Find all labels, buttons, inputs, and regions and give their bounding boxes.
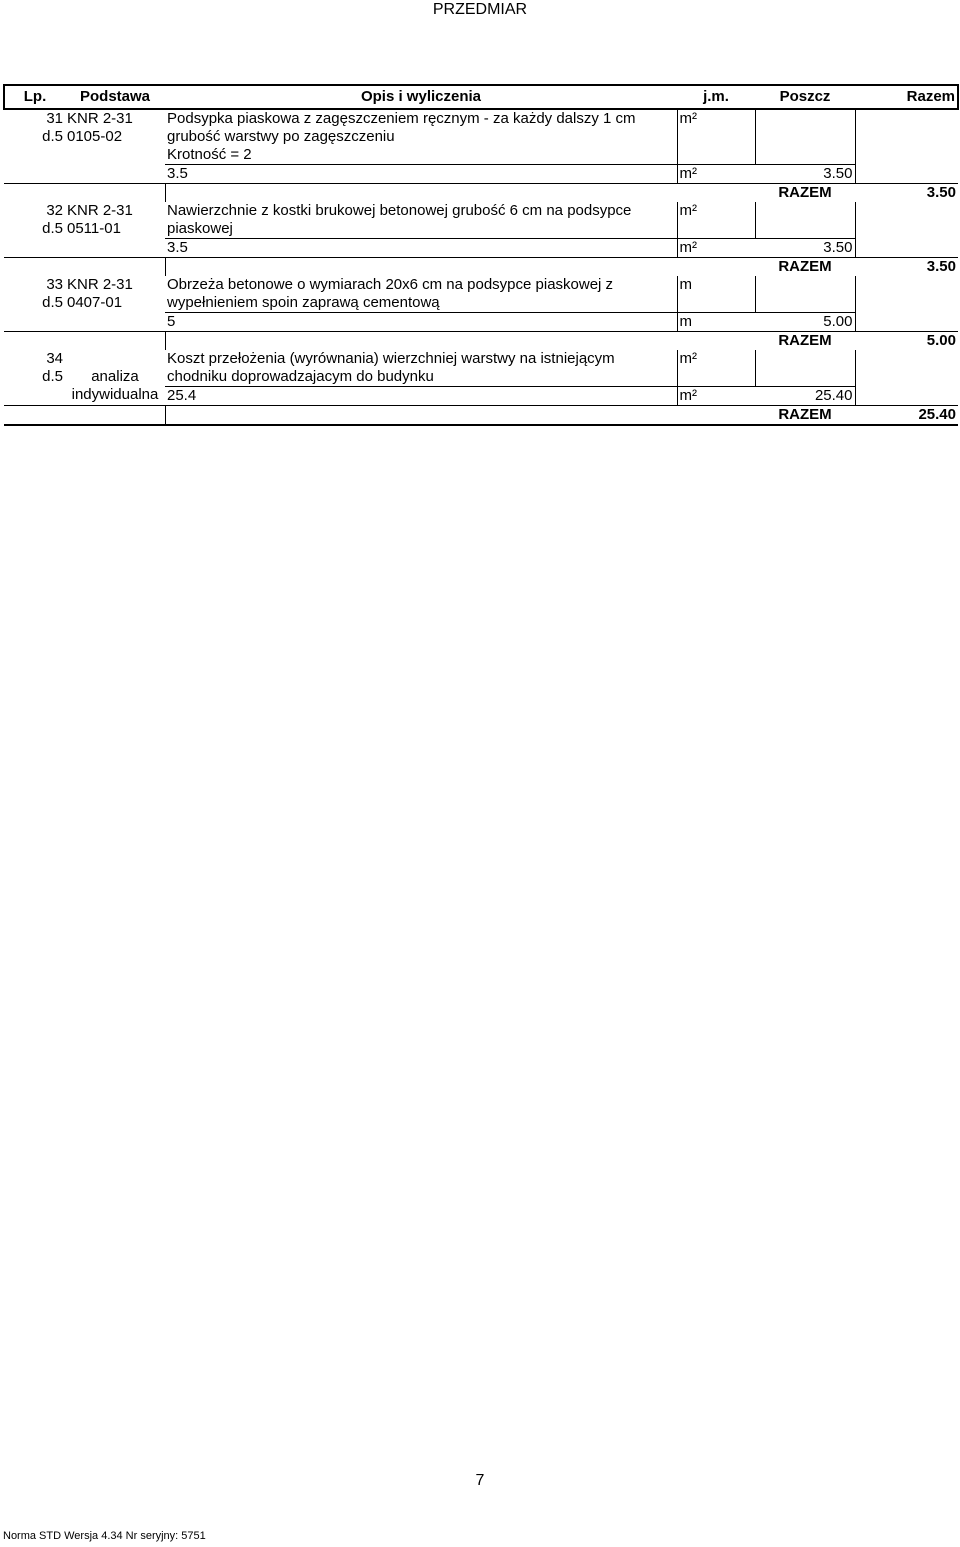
- item-jm: m²: [677, 350, 755, 387]
- item-calc-razem: [855, 165, 958, 184]
- header-poszcz: Poszcz: [755, 85, 855, 109]
- razem-lp: [4, 406, 65, 426]
- table-row: [4, 350, 958, 387]
- item-calc-jm: m²: [677, 387, 755, 406]
- item-lp-suffix: d.5: [42, 368, 63, 385]
- razem-value: 5.00: [855, 332, 958, 351]
- razem-opis: [165, 184, 677, 203]
- item-lp: [4, 350, 65, 406]
- item-calc: 3.5: [165, 239, 677, 258]
- razem-lp: [4, 332, 65, 351]
- item-poszcz-empty: [755, 276, 855, 313]
- table-row: [4, 332, 958, 351]
- item-calc-jm: m²: [677, 165, 755, 184]
- razem-label: RAZEM: [755, 184, 855, 203]
- table-row: [4, 202, 958, 239]
- header-opis: Opis i wyliczenia: [165, 85, 677, 109]
- razem-pod: [65, 258, 165, 277]
- item-calc-razem: [855, 239, 958, 258]
- cost-table: [3, 84, 959, 426]
- item-lp-number: 31: [46, 110, 63, 127]
- item-podstawa: analiza indywidualna: [71, 368, 159, 403]
- table-row: [4, 109, 958, 146]
- item-podstawa: KNR 2-31 0105-02: [67, 110, 133, 145]
- razem-value: 25.40: [855, 406, 958, 426]
- item-razem-empty: [855, 276, 958, 313]
- item-poszcz-empty: [755, 202, 855, 239]
- item-jm: m: [677, 276, 755, 313]
- header-podstawa: Podstawa: [65, 85, 165, 109]
- table-row: [4, 184, 958, 203]
- razem-lp: [4, 184, 65, 203]
- razem-opis: [165, 258, 677, 277]
- item-lp: [4, 276, 65, 332]
- razem-opis: [165, 332, 677, 351]
- item-calc-jm: m: [677, 313, 755, 332]
- item-lp-suffix: d.5: [42, 128, 63, 145]
- item-opis: Koszt przełożenia (wyrównania) wierzchniej warstwy na istniejącym chodniku doprowadzajacym do budynku: [167, 350, 615, 385]
- item-razem-empty: [855, 109, 958, 146]
- item-calc-poszcz: 25.40: [755, 387, 855, 406]
- item-jm: m²: [677, 109, 755, 146]
- header-row: [4, 85, 958, 109]
- item-extra-jm: [677, 146, 755, 165]
- razem-pod: [65, 332, 165, 351]
- item-calc-razem: [855, 313, 958, 332]
- item-jm: m²: [677, 202, 755, 239]
- razem-lp: [4, 258, 65, 277]
- item-extra-poszcz: [755, 146, 855, 165]
- item-calc-poszcz: 3.50: [755, 165, 855, 184]
- item-razem-empty: [855, 202, 958, 239]
- item-calc: 3.5: [165, 165, 677, 184]
- item-opis: Podsypka piaskowa z zagęszczeniem ręcznym - za każdy dalszy 1 cm grubość warstwy po zagęszczeniu: [167, 110, 636, 145]
- header-lp: Lp.: [4, 85, 65, 109]
- razem-jm: [677, 332, 755, 351]
- table-row: [4, 276, 958, 313]
- table-row: [4, 258, 958, 277]
- razem-label: RAZEM: [755, 258, 855, 277]
- header-razem: Razem: [855, 85, 958, 109]
- item-razem-empty: [855, 350, 958, 387]
- razem-label: RAZEM: [755, 406, 855, 426]
- razem-label: RAZEM: [755, 332, 855, 351]
- item-poszcz-empty: [755, 350, 855, 387]
- razem-pod: [65, 406, 165, 426]
- item-extra: Krotność = 2: [167, 146, 252, 163]
- item-lp: [4, 202, 65, 258]
- item-lp-suffix: d.5: [42, 220, 63, 237]
- item-podstawa: KNR 2-31 0407-01: [67, 276, 133, 311]
- razem-value: 3.50: [855, 258, 958, 277]
- item-calc: 5: [165, 313, 677, 332]
- item-opis: Nawierzchnie z kostki brukowej betonowej grubość 6 cm na podsypce piaskowej: [167, 202, 632, 237]
- footer-text: Norma STD Wersja 4.34 Nr seryjny: 5751: [3, 1530, 206, 1542]
- page-title: PRZEDMIAR: [432, 1, 528, 18]
- item-lp: [4, 109, 65, 184]
- table-row: [4, 406, 958, 426]
- page-number: 7: [475, 1472, 485, 1489]
- item-calc-poszcz: 3.50: [755, 239, 855, 258]
- razem-opis: [165, 406, 677, 426]
- razem-jm: [677, 258, 755, 277]
- item-lp-suffix: d.5: [42, 294, 63, 311]
- item-calc-poszcz: 5.00: [755, 313, 855, 332]
- item-calc: 25.4: [165, 387, 677, 406]
- item-poszcz-empty: [755, 109, 855, 146]
- item-lp-number: 34: [46, 350, 63, 367]
- header-jm: j.m.: [677, 85, 755, 109]
- razem-jm: [677, 184, 755, 203]
- razem-value: 3.50: [855, 184, 958, 203]
- item-podstawa: KNR 2-31 0511-01: [67, 202, 133, 237]
- razem-jm: [677, 406, 755, 426]
- item-calc-jm: m²: [677, 239, 755, 258]
- item-lp-number: 33: [46, 276, 63, 293]
- item-opis: Obrzeża betonowe o wymiarach 20x6 cm na podsypce piaskowej z wypełnieniem spoin zaprawą cementową: [167, 276, 614, 311]
- razem-pod: [65, 184, 165, 203]
- item-calc-razem: [855, 387, 958, 406]
- item-lp-number: 32: [46, 202, 63, 219]
- item-extra-razem: [855, 146, 958, 165]
